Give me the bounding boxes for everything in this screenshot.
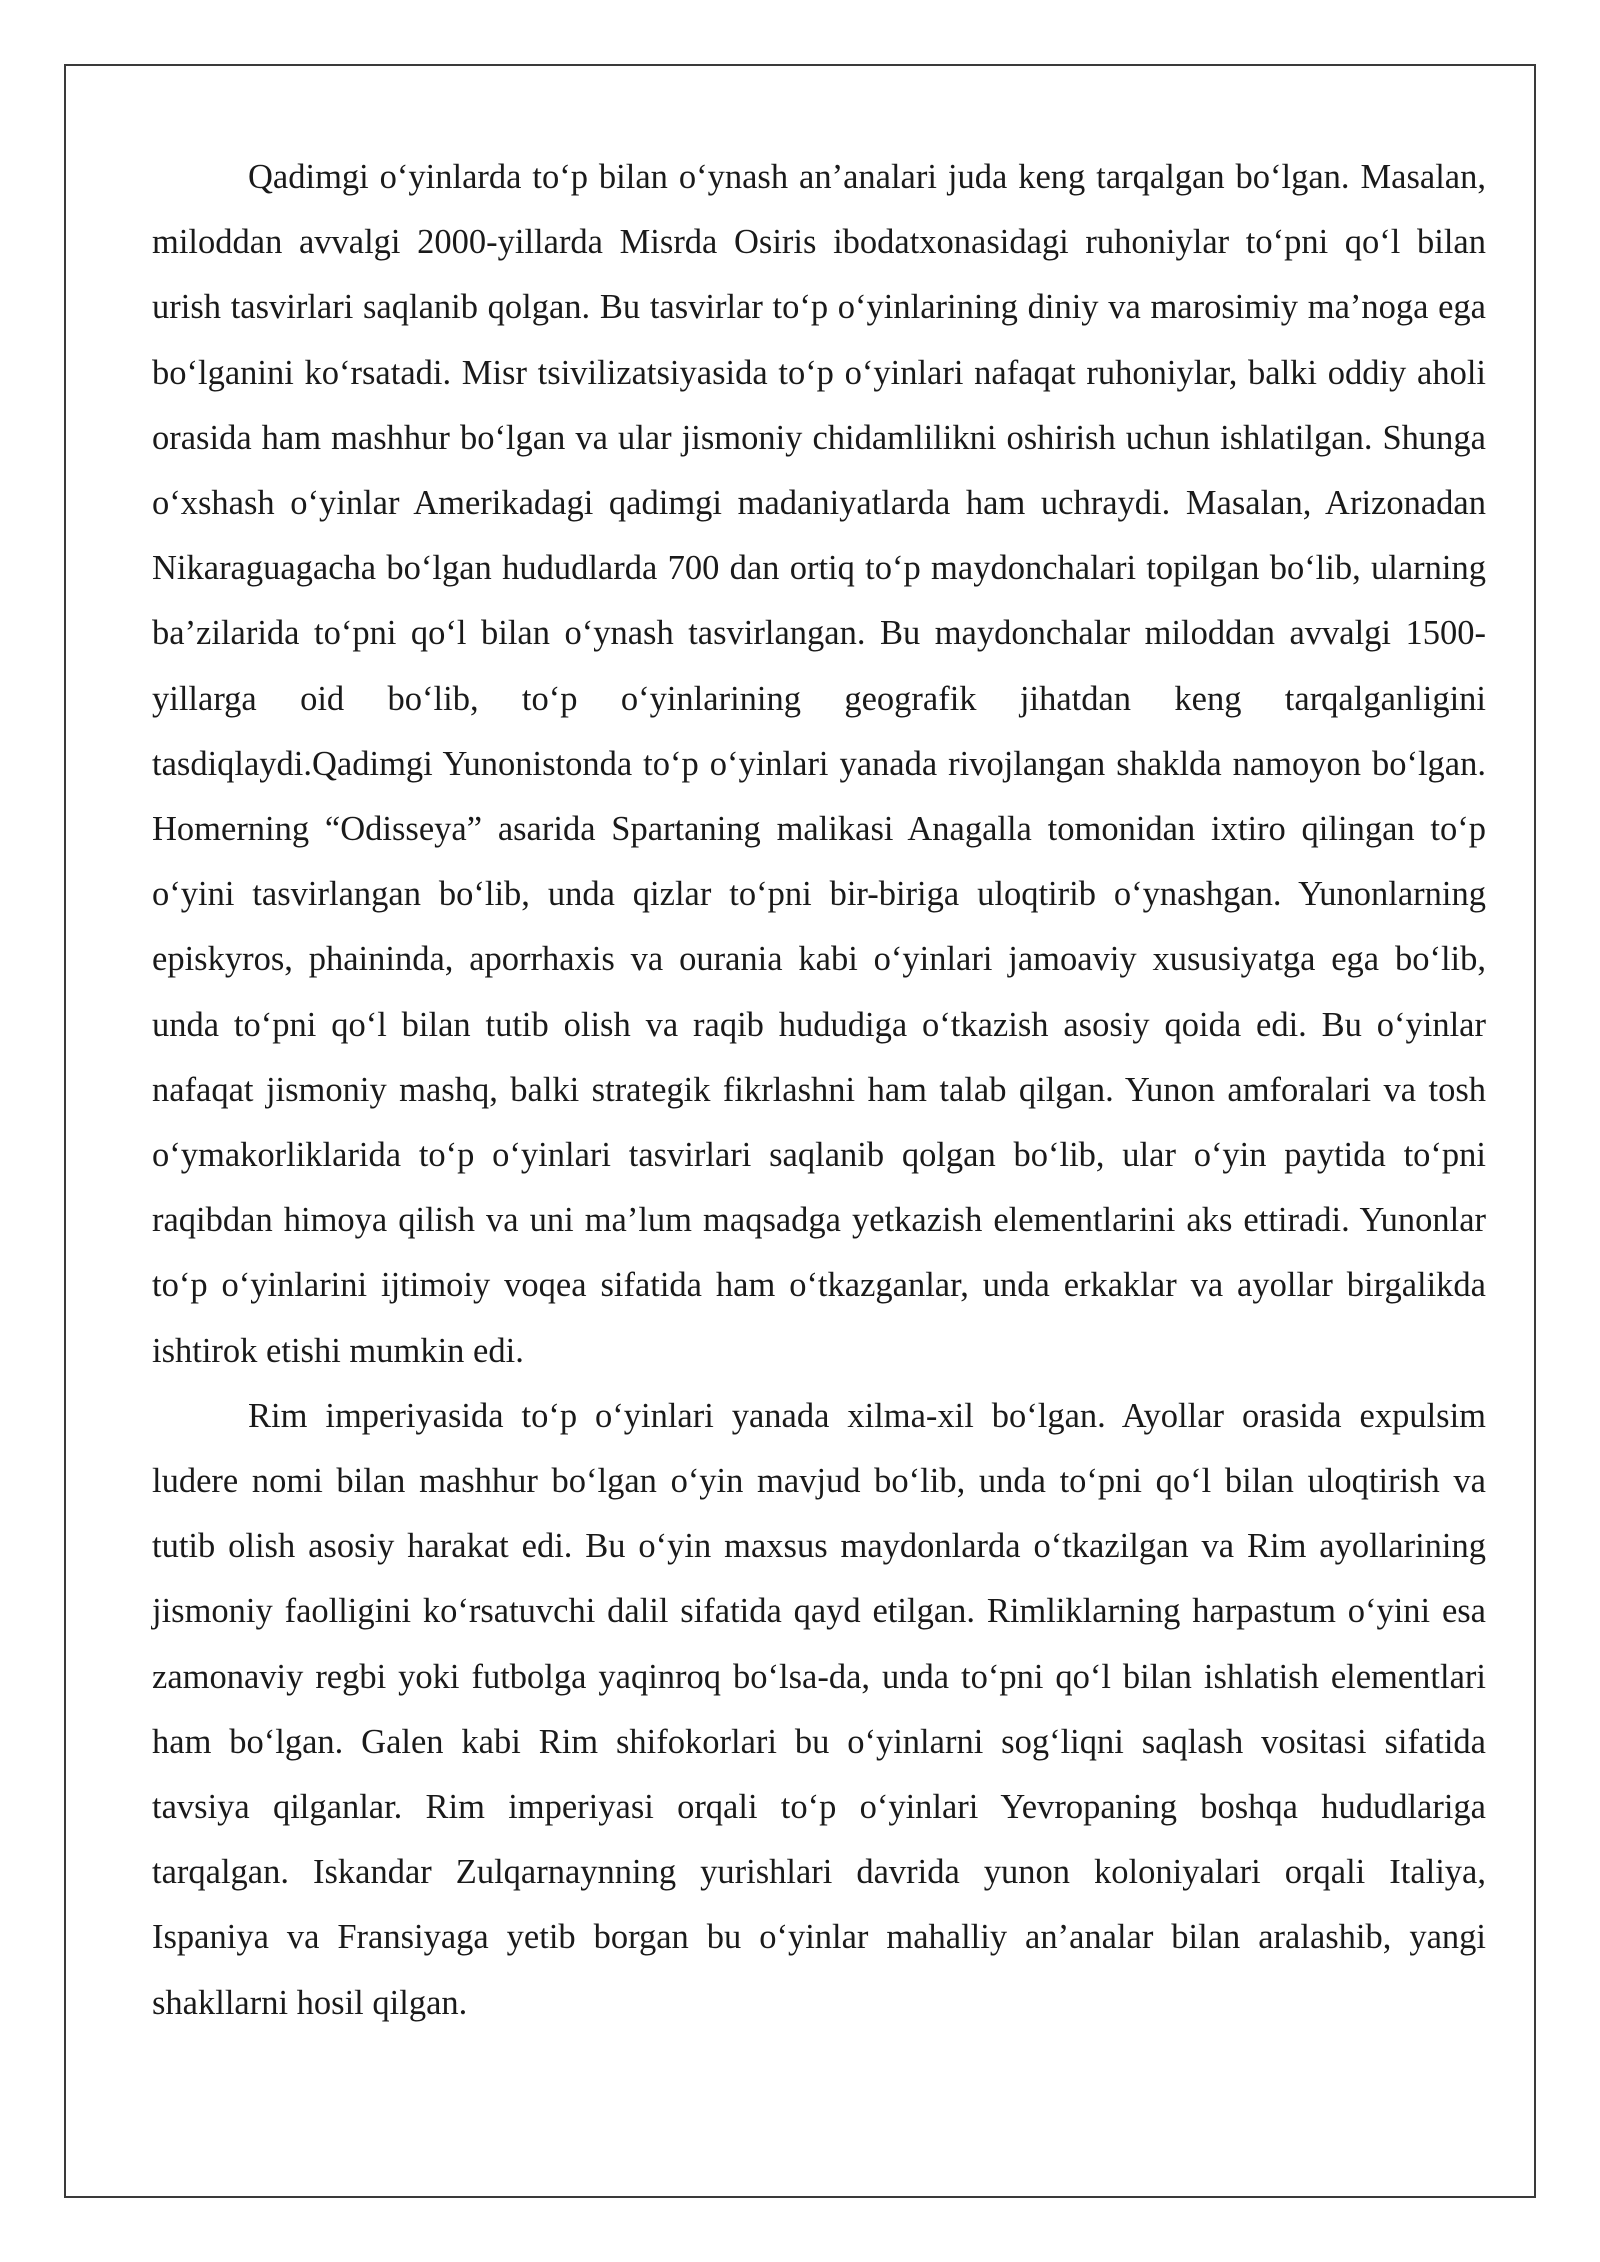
paragraph-ancient-ball-games: Qadimgi oʻyinlarda toʻp bilan oʻynash an’analari juda keng tarqalgan boʻlgan. Masalan, miloddan avvalgi 2000-yillarda Misrda Osiris ibodatxonasidagi ruhoniylar toʻpni qoʻl bilan urish tasvirlari saqlanib qolgan. Bu tasvirlar toʻp oʻyinlarining diniy va marosimiy ma’noga ega boʻlganini koʻrsatadi. Misr tsivilizatsiyasida toʻp oʻyinlari nafaqat ruhoniylar, balki oddiy aholi orasida ham mashhur boʻlgan va ular jismoniy chidamlilikni oshirish uchun ishlatilgan. Shunga oʻxshash oʻyinlar Amerikadagi qadimgi madaniyatlarda ham uchraydi. Masalan, Arizonadan Nikaraguagacha boʻlgan hududlarda 700 dan ortiq toʻp maydonchalari topilgan boʻlib, ularning ba’zilarida toʻpni qoʻl bilan oʻynash tasvirlangan. Bu maydonchalar miloddan avvalgi 1500-yillarga oid boʻlib, toʻp oʻyinlarining geografik jihatdan keng tarqalganligini tasdiqlaydi.Qadimgi Yunonistonda toʻp oʻyinlari yanada rivojlangan shaklda namoyon boʻlgan. Homerning “Odisseya” asarida Spartaning malikasi Anagalla tomonidan ixtiro qilingan toʻp oʻyini tasvirlangan boʻlib, unda qizlar toʻpni bir-biriga uloqtirib oʻynashgan. Yunonlarning episkyros, phaininda, aporrhaxis va ourania kabi oʻyinlari jamoaviy xususiyatga ega boʻlib, unda toʻpni qoʻl bilan tutib olish va raqib hududiga oʻtkazish asosiy qoida edi. Bu oʻyinlar nafaqat jismoniy mashq, balki strategik fikrlashni ham talab qilgan. Yunon amforalari va tosh oʻymakorliklarida toʻp oʻyinlari tasvirlari saqlanib qolgan boʻlib, ular oʻyin paytida toʻpni raqibdan himoya qilish va uni ma’lum maqsadga yetkazish elementlarini aks ettiradi. Yunonlar toʻp oʻyinlarini ijtimoiy voqea sifatida ham oʻtkazganlar, unda erkaklar va ayollar birgalikda ishtirok etishi mumkin edi. — [152, 158, 1486, 1370]
paragraph-roman-empire: Rim imperiyasida toʻp oʻyinlari yanada xilma-xil boʻlgan. Ayollar orasida expulsim ludere nomi bilan mashhur boʻlgan oʻyin mavjud boʻlib, unda toʻpni qoʻl bilan uloqtirish va tutib olish asosiy harakat edi. Bu oʻyin maxsus maydonlarda oʻtkazilgan va Rim ayollarining jismoniy faolligini koʻrsatuvchi dalil sifatida qayd etilgan. Rimliklarning harpastum oʻyini esa zamonaviy regbi yoki futbolga yaqinroq boʻlsa-da, unda toʻpni qoʻl bilan ishlatish elementlari ham boʻlgan. Galen kabi Rim shifokorlari bu oʻyinlarni sogʻliqni saqlash vositasi sifatida tavsiya qilganlar. Rim imperiyasi orqali toʻp oʻyinlari Yevropaning boshqa hududlariga tarqalgan. Iskandar Zulqarnaynning yurishlari davrida yunon koloniyalari orqali Italiya, Ispaniya va Fransiyaga yetib borgan bu oʻyinlar mahalliy an’analar bilan aralashib, yangi shakllarni hosil qilgan. — [152, 1396, 1486, 2022]
document-body — [152, 145, 1486, 2036]
